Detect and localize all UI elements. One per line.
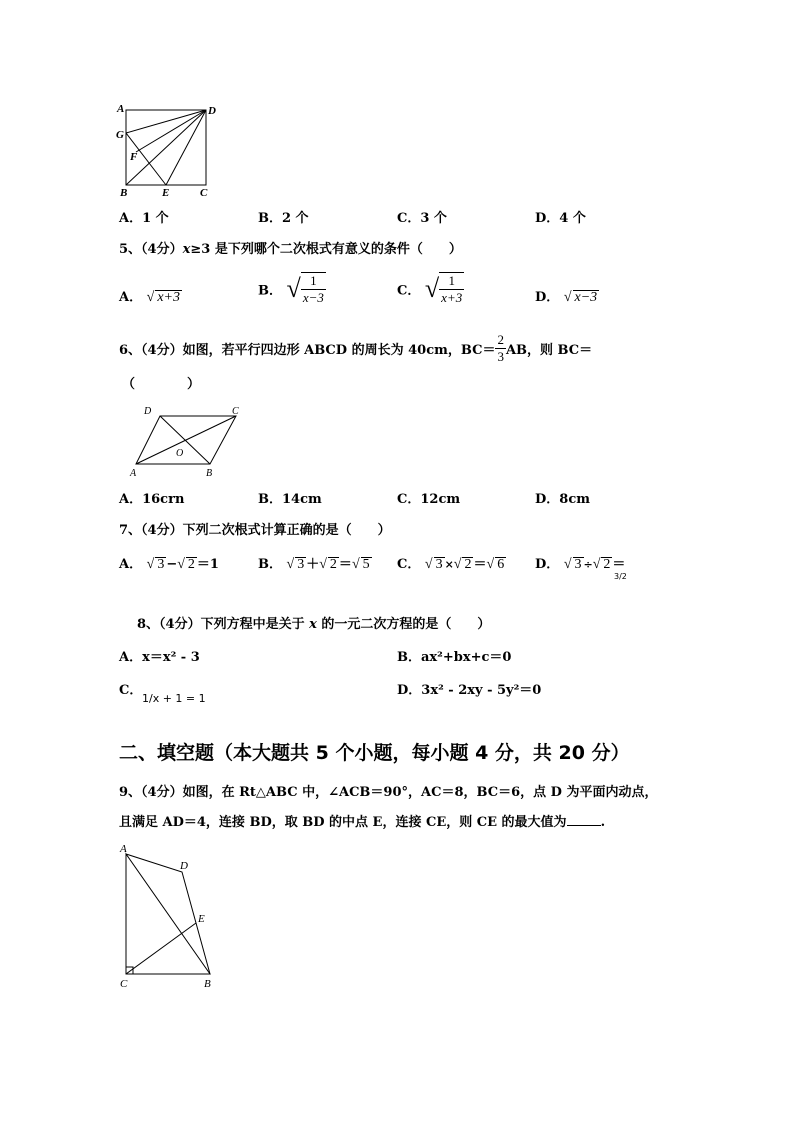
para-label-d: D — [144, 406, 152, 417]
label-d: D — [208, 105, 216, 117]
label-f: F — [130, 151, 138, 163]
tri-label-b: B — [204, 978, 211, 990]
label-e: E — [162, 187, 170, 199]
q8-option-c-expression: 1/x + 1 = 1 — [142, 692, 206, 705]
q6-option-b[interactable]: B．14cm — [258, 492, 322, 507]
q5-option-c[interactable]: C． √ $\frac{1}{x+3}$ — [397, 273, 463, 305]
q8-option-d[interactable]: D．3x² - 2xy - 5y²＝0 — [397, 683, 542, 698]
para-label-c: C — [232, 406, 239, 417]
q6-blank: （ ） — [122, 377, 201, 392]
label-g: G — [116, 129, 124, 141]
para-label-b: B — [206, 468, 213, 478]
q5-option-b[interactable]: B． √ $\frac{1}{x-3}$ — [258, 273, 324, 305]
q7-option-b[interactable]: B． √ 3 ＋√ 2 ＝√ 5 — [258, 557, 370, 572]
q8-option-a[interactable]: A．x＝x² - 3 — [119, 650, 200, 665]
q8-option-c[interactable]: C． — [119, 683, 143, 698]
q4-option-d[interactable]: D．4 个 — [535, 211, 586, 226]
q6-stem: 6、（4分）如图，若平行四边形 ABCD 的周长为 40cm，BC＝ $\frac{2}{3}$ AB，则 BC＝ — [119, 332, 593, 364]
q6-option-d[interactable]: D．8cm — [535, 492, 590, 507]
label-b: B — [120, 187, 128, 199]
tri-label-d: D — [180, 860, 188, 872]
para-label-a: A — [130, 468, 137, 478]
q8-option-b[interactable]: B．ax²+bx+c＝0 — [397, 650, 512, 665]
tri-label-e: E — [198, 913, 205, 925]
q5-option-a[interactable]: A． √ x+3 — [119, 290, 180, 305]
q9-line-1: 9、（4分）如图，在 Rt△ABC 中，∠ACB＝90°，AC＝8，BC＝6，点 D 为平面内动点， — [119, 785, 658, 800]
q5-stem: 5、（4分）x≥3 是下列哪个二次根式有意义的条件（ ） — [119, 242, 462, 257]
label-a: A — [117, 103, 125, 115]
parallelogram-figure — [126, 402, 250, 478]
square-figure — [114, 100, 224, 200]
q7-option-d-result: 3/2 — [614, 572, 627, 581]
q9-line-2: 且满足 AD＝4，连接 BD，取 BD 的中点 E，连接 CE，则 CE 的最大值为 . — [119, 815, 606, 830]
para-label-o: O — [176, 448, 184, 459]
q6-option-a[interactable]: A．16crn — [119, 492, 185, 507]
q6-option-c[interactable]: C．12cm — [397, 492, 461, 507]
q7-option-c[interactable]: C． √ 3 ×√ 2 ＝√ 6 — [397, 557, 505, 572]
tri-label-c: C — [120, 978, 128, 990]
q9-answer-blank[interactable] — [567, 813, 601, 826]
q5-option-d[interactable]: D． √ x−3 — [535, 290, 598, 305]
q4-option-a[interactable]: A．1 个 — [119, 211, 169, 226]
q8-stem: 8、（4分）下列方程中是关于 x 的一元二次方程的是（ ） — [137, 617, 491, 632]
q4-option-b[interactable]: B．2 个 — [258, 211, 309, 226]
q7-option-a[interactable]: A． √ 3 −√ 2 ＝1 — [119, 557, 219, 572]
right-triangle-figure — [114, 840, 224, 990]
section-2-title: 二、填空题（本大题共 5 个小题，每小题 4 分，共 20 分） — [119, 742, 630, 764]
q7-option-d[interactable]: D． √ 3 ÷√ 2 ＝ — [535, 557, 626, 572]
q7-stem: 7、（4分）下列二次根式计算正确的是（ ） — [119, 523, 391, 538]
tri-label-a: A — [120, 843, 127, 855]
q4-option-c[interactable]: C．3 个 — [397, 211, 447, 226]
label-c: C — [200, 187, 208, 199]
